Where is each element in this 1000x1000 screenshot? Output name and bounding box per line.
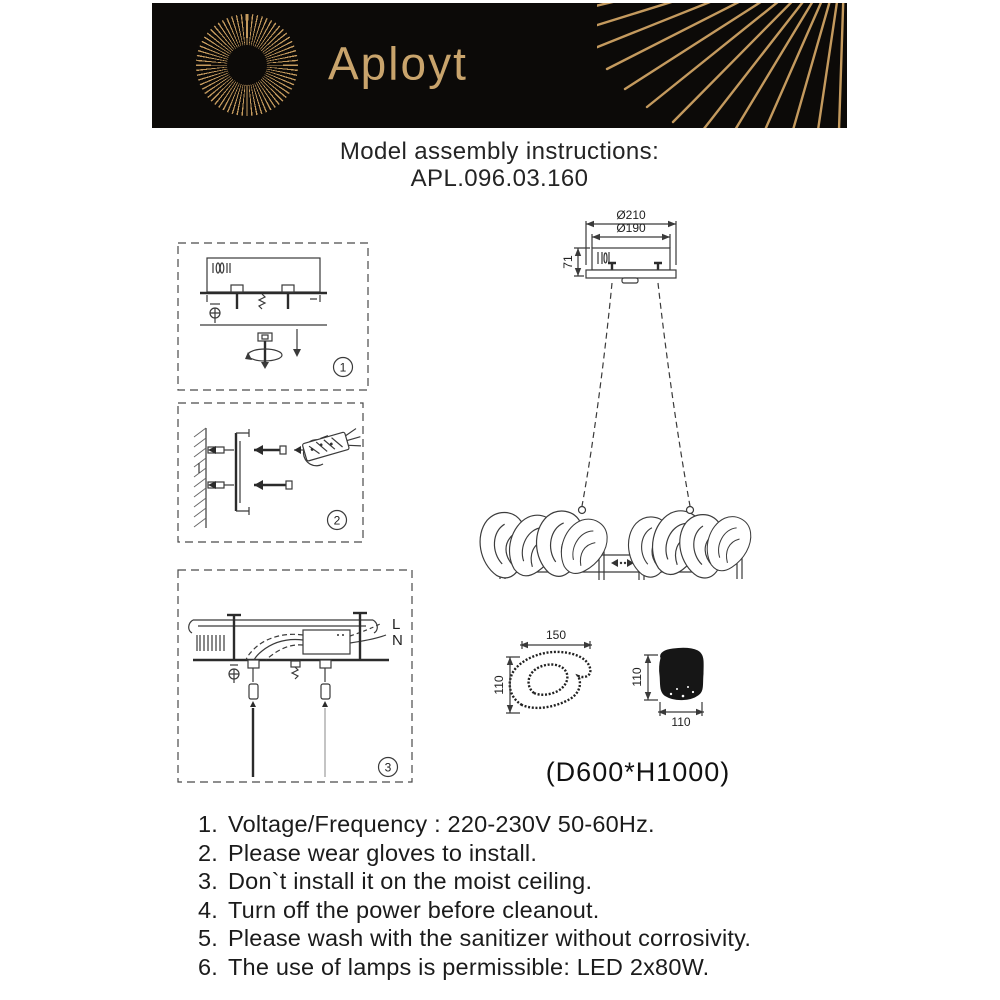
instruction-number: 3. bbox=[198, 868, 218, 894]
instruction-item bbox=[198, 898, 850, 922]
instruction-number: 5. bbox=[198, 925, 218, 951]
instruction-text: Turn off the power before cleanout. bbox=[228, 896, 600, 923]
instruction-item bbox=[198, 841, 850, 865]
step-2-number: 2 bbox=[333, 513, 341, 528]
step-3-badge bbox=[379, 758, 398, 777]
instruction-number: 6. bbox=[198, 953, 218, 980]
step-1-number: 1 bbox=[339, 360, 347, 375]
instruction-item bbox=[198, 926, 850, 950]
instruction-item bbox=[198, 955, 850, 979]
overall-size-label: (D600*H1000) bbox=[545, 757, 731, 787]
brand-banner bbox=[152, 3, 847, 128]
wire-label-live: L bbox=[392, 616, 401, 633]
svg-text:110: 110 bbox=[630, 667, 644, 687]
page-title: Model assembly instructions: bbox=[339, 138, 660, 165]
diagram-step-1 bbox=[178, 243, 368, 390]
diagram-step-3 bbox=[178, 570, 412, 782]
instruction-number: 1. bbox=[198, 811, 218, 837]
title-block bbox=[152, 138, 847, 192]
svg-text:110: 110 bbox=[492, 675, 506, 695]
canopy-drawing bbox=[586, 248, 676, 283]
instruction-text: Don`t install it on the moist ceiling. bbox=[228, 868, 593, 894]
sunburst-core bbox=[227, 45, 267, 85]
instruction-item bbox=[198, 812, 850, 836]
instruction-number: 2. bbox=[198, 839, 218, 866]
step-1-badge bbox=[334, 358, 353, 377]
svg-text:150: 150 bbox=[545, 628, 567, 642]
instruction-number: 4. bbox=[198, 896, 218, 923]
svg-text:Ø190: Ø190 bbox=[616, 221, 646, 235]
svg-text:71: 71 bbox=[561, 255, 575, 269]
canopy-inner-dimension bbox=[592, 221, 670, 248]
instruction-text: The use of lamps is permissible: LED 2x80W. bbox=[228, 953, 710, 980]
instruction-text: Voltage/Frequency : 220-230V 50-60Hz. bbox=[228, 811, 655, 837]
svg-text:Ø210: Ø210 bbox=[616, 208, 646, 222]
crystal-detail-side bbox=[492, 628, 592, 713]
model-number: APL.096.03.160 bbox=[410, 165, 589, 192]
instructions-list bbox=[150, 812, 850, 983]
sunburst-logo-icon bbox=[196, 14, 298, 116]
svg-text:110: 110 bbox=[671, 715, 691, 729]
diagram-step-2 bbox=[178, 403, 363, 542]
step-2-badge bbox=[328, 511, 347, 530]
crystal-ring-drawing bbox=[473, 507, 754, 583]
instruction-text: Please wash with the sanitizer without corrosivity. bbox=[228, 925, 752, 951]
chandelier-drawing bbox=[473, 208, 754, 787]
step-3-number: 3 bbox=[384, 760, 392, 775]
brand-name: Aployt bbox=[328, 36, 468, 89]
wire-connector-sketch bbox=[302, 428, 363, 461]
crystal-detail-front bbox=[630, 648, 704, 729]
wire-label-neutral: N bbox=[392, 632, 403, 649]
instruction-text: Please wear gloves to install. bbox=[228, 839, 538, 866]
ray-fan-decoration-icon bbox=[597, 3, 847, 128]
instruction-item bbox=[198, 869, 850, 893]
assembly-diagrams bbox=[150, 205, 850, 805]
